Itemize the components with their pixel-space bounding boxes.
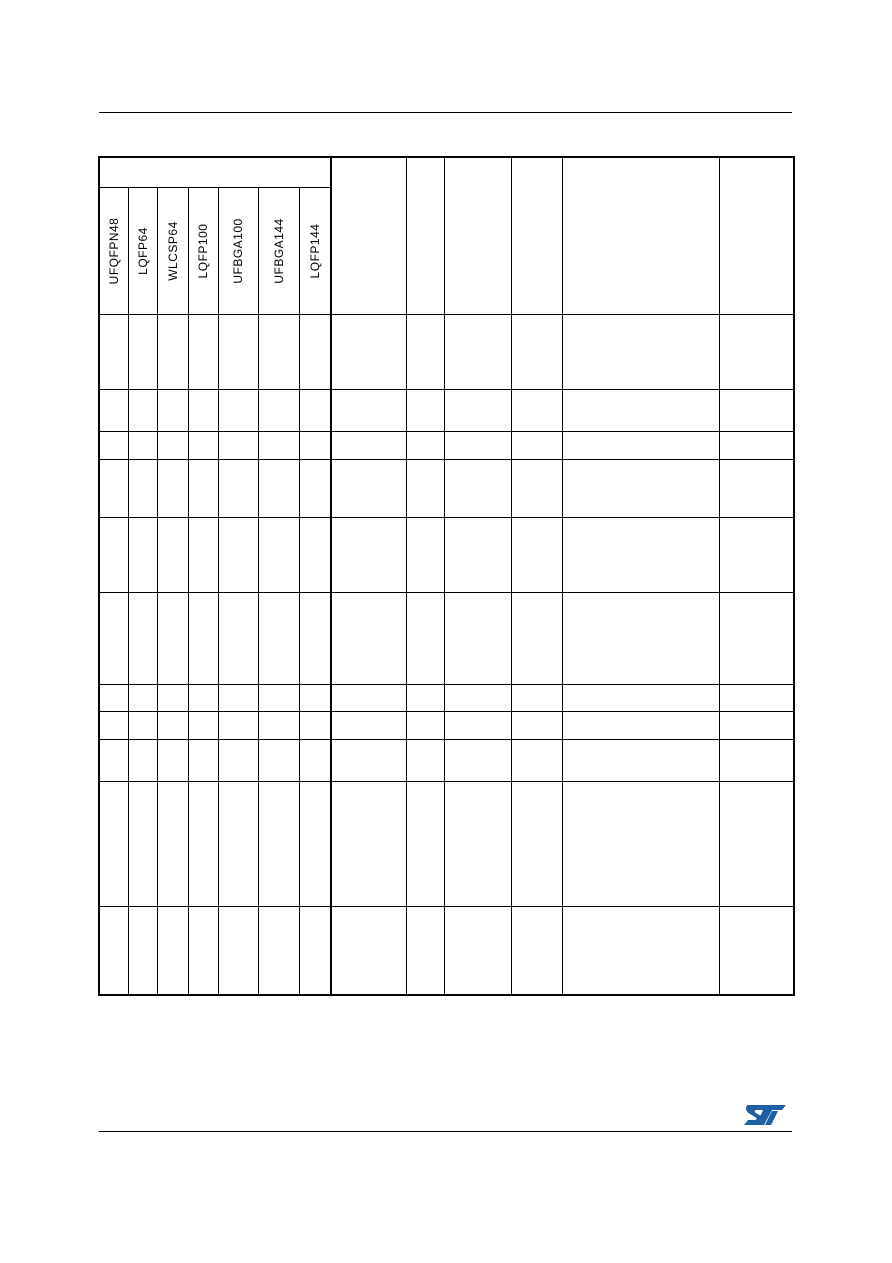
header-col-8 (331, 157, 406, 314)
table-row (99, 684, 794, 711)
package-label: UFBGA144 (271, 217, 286, 284)
header-col-11 (511, 157, 562, 314)
package-label: LQFP100 (196, 223, 210, 278)
header-col-12 (562, 157, 719, 314)
package-header (128, 187, 157, 314)
package-label: UFBGA100 (231, 217, 245, 284)
package-header (258, 187, 299, 314)
table-row (99, 739, 794, 781)
pinout-table (98, 156, 795, 996)
table-row (99, 314, 794, 389)
table-body (99, 314, 794, 995)
header-col-9 (406, 157, 444, 314)
package-label: LQFP144 (307, 223, 322, 278)
package-header (99, 187, 128, 314)
header-rule (99, 112, 792, 113)
package-group-header (99, 157, 331, 187)
footer-rule (99, 1131, 792, 1132)
table-row (99, 592, 794, 684)
header-col-13 (719, 157, 794, 314)
package-header (299, 187, 331, 314)
table-row (99, 459, 794, 517)
table-row (99, 906, 794, 995)
table-row (99, 431, 794, 459)
package-label: WLCSP64 (165, 220, 180, 281)
package-header (157, 187, 188, 314)
package-header (188, 187, 218, 314)
table-row (99, 711, 794, 739)
table-row (99, 517, 794, 592)
table-row (99, 781, 794, 906)
package-header (218, 187, 258, 314)
st-logo (742, 1103, 788, 1127)
table-row (99, 389, 794, 431)
header-col-10 (444, 157, 511, 314)
package-label: UFQFPN48 (106, 217, 121, 284)
package-label: LQFP64 (135, 226, 150, 275)
